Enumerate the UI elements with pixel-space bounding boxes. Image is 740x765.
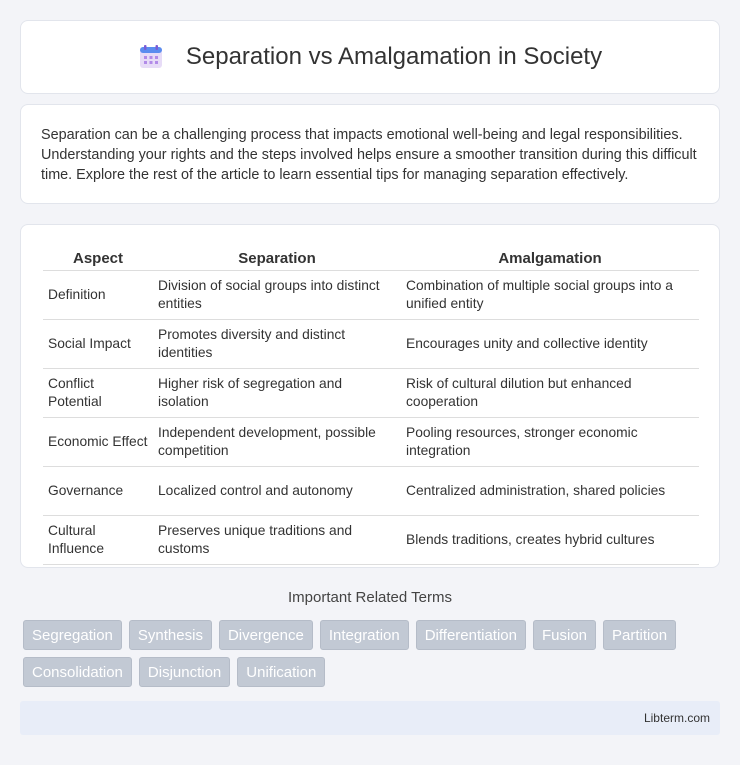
table-cell-aspect: Cultural Influence xyxy=(43,516,153,565)
table-cell-amal: Combination of multiple social groups into a unified entity xyxy=(401,271,699,320)
comparison-table xyxy=(43,247,699,565)
table-cell-amal: Encourages unity and collective identity xyxy=(401,320,699,369)
related-term-tag[interactable]: Differentiation xyxy=(416,620,526,650)
related-term-tag[interactable]: Partition xyxy=(603,620,676,650)
table-cell-amal: Centralized administration, shared policies xyxy=(401,467,699,516)
related-term-tag[interactable]: Consolidation xyxy=(23,657,132,687)
related-terms-list xyxy=(23,620,723,687)
table-cell-aspect: Governance xyxy=(43,467,153,516)
table-row xyxy=(43,369,699,418)
related-term-tag[interactable]: Segregation xyxy=(23,620,122,650)
table-cell-sep: Independent development, possible competition xyxy=(153,418,401,467)
table-cell-sep: Preserves unique traditions and customs xyxy=(153,516,401,565)
related-term-tag[interactable]: Divergence xyxy=(219,620,313,650)
table-row xyxy=(43,271,699,320)
table-row xyxy=(43,320,699,369)
table-cell-sep: Higher risk of segregation and isolation xyxy=(153,369,401,418)
header-card xyxy=(20,20,720,94)
intro-card xyxy=(20,104,720,204)
comparison-card xyxy=(20,224,720,568)
footer-link[interactable]: Libterm.com xyxy=(643,711,710,725)
header-separation: Separation xyxy=(153,247,401,271)
table-cell-aspect: Definition xyxy=(43,271,153,320)
related-term-tag[interactable]: Synthesis xyxy=(129,620,212,650)
page-title: Separation vs Amalgamation in Society xyxy=(185,43,603,70)
table-row xyxy=(43,467,699,516)
table-cell-aspect: Conflict Potential xyxy=(43,369,153,418)
related-terms-title: Important Related Terms xyxy=(288,589,452,606)
table-header-row xyxy=(43,247,699,271)
table-cell-amal: Pooling resources, stronger economic integration xyxy=(401,418,699,467)
intro-text: Separation can be a challenging process that impacts emotional well-being and legal responsibilities. Understanding your rights and the steps involved helps ensure a smoother transition during this difficult time. Explore the rest of the article to learn essential tips for managing separation effectively. xyxy=(41,127,697,183)
table-cell-amal: Blends traditions, creates hybrid cultures xyxy=(401,516,699,565)
table-cell-amal: Risk of cultural dilution but enhanced cooperation xyxy=(401,369,699,418)
footer xyxy=(20,701,720,735)
related-term-tag[interactable]: Unification xyxy=(237,657,325,687)
table-cell-aspect: Social Impact xyxy=(43,320,153,369)
table-row xyxy=(43,516,699,565)
table-cell-sep: Localized control and autonomy xyxy=(153,467,401,516)
table-cell-sep: Division of social groups into distinct entities xyxy=(153,271,401,320)
header-amalgamation: Amalgamation xyxy=(401,247,699,271)
table-row xyxy=(43,418,699,467)
related-term-tag[interactable]: Disjunction xyxy=(139,657,230,687)
table-cell-sep: Promotes diversity and distinct identities xyxy=(153,320,401,369)
table-cell-aspect: Economic Effect xyxy=(43,418,153,467)
related-term-tag[interactable]: Fusion xyxy=(533,620,596,650)
calendar-icon xyxy=(138,44,164,70)
header-aspect: Aspect xyxy=(43,247,153,271)
related-term-tag[interactable]: Integration xyxy=(320,620,409,650)
